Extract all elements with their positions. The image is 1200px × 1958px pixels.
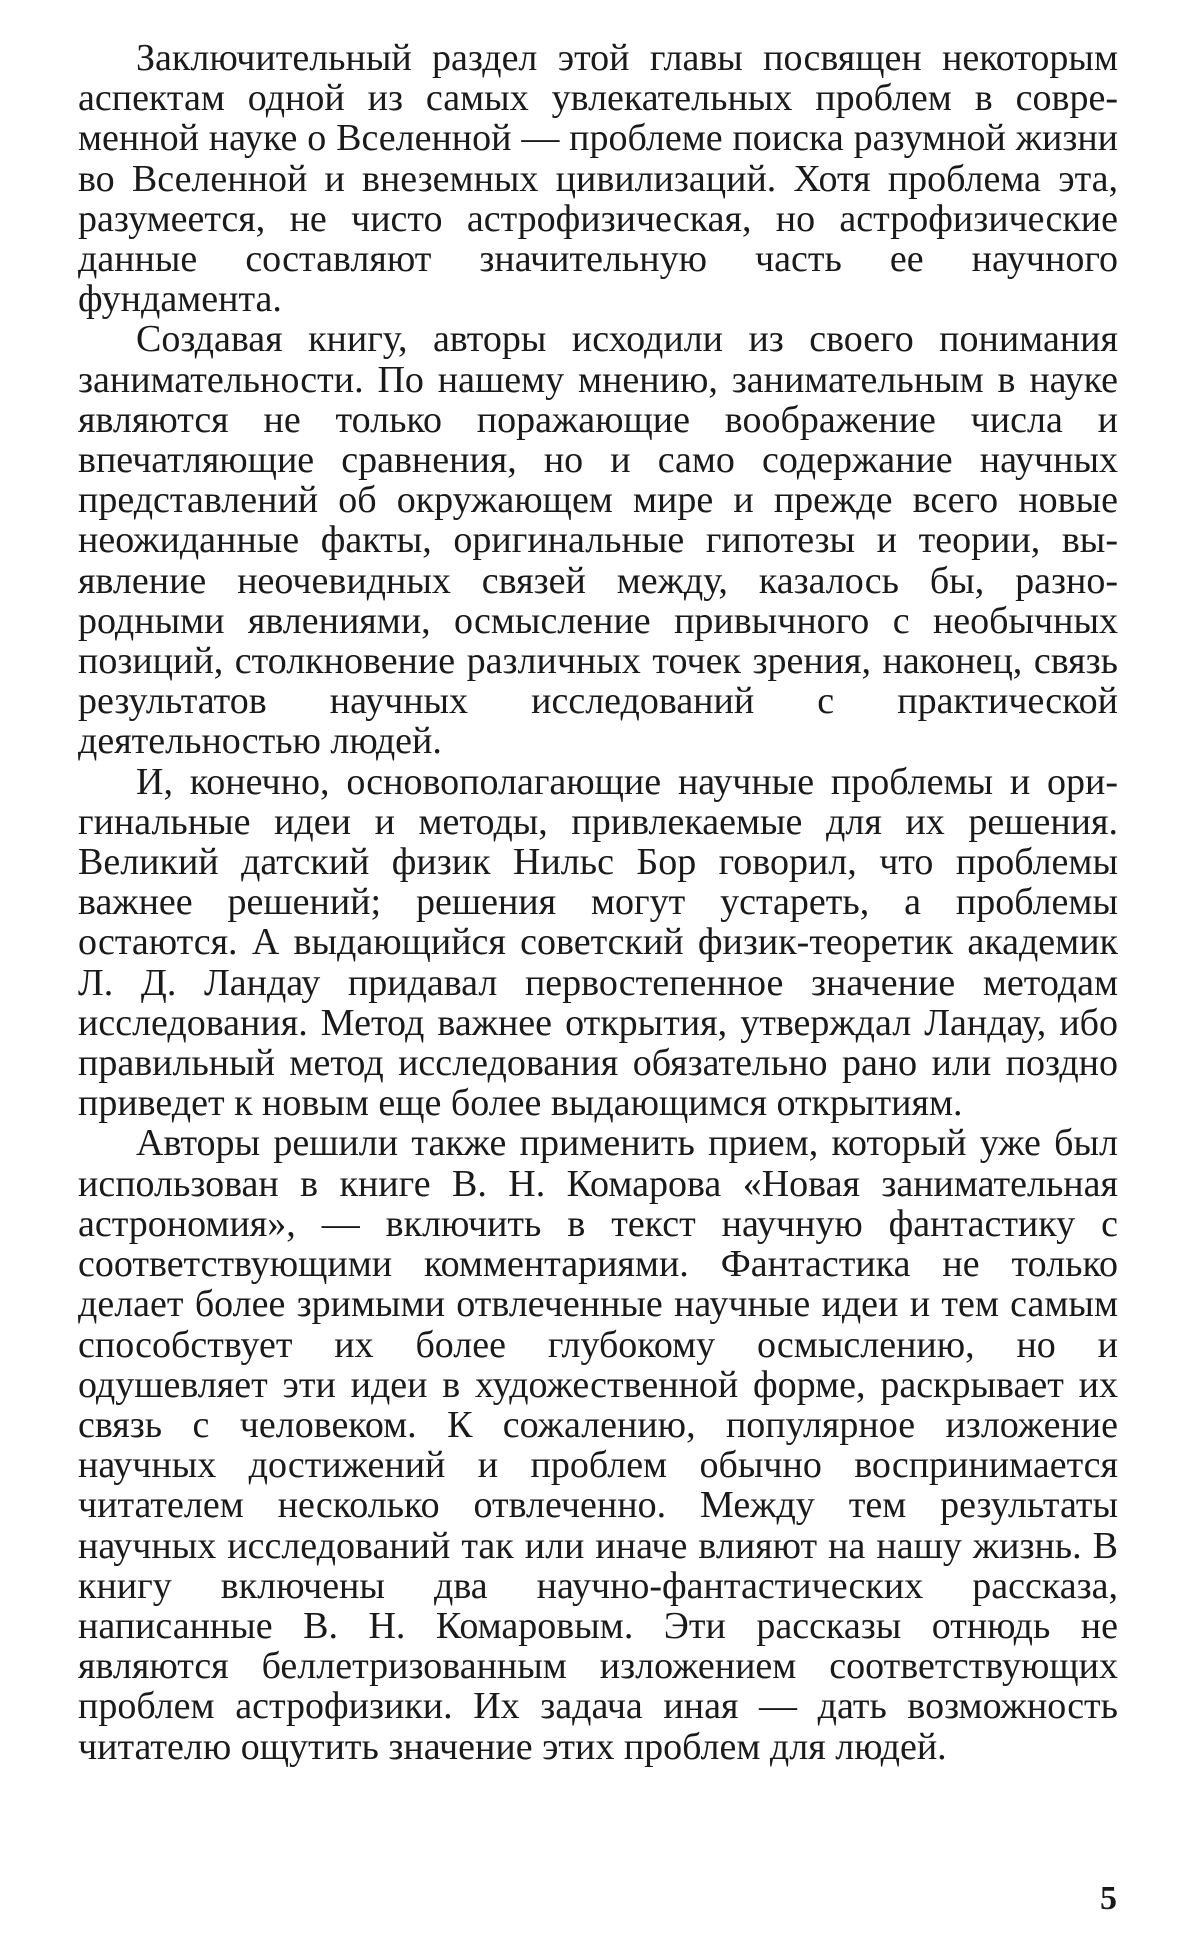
paragraph-3: И, конечно, основополагающие научные проблемы и оригинальные идеи и методы, привлекаемые для их решения. Великий датский физик Нильс Бор говорил, что проблемы важнее решений; решения могут устареть, а проблемы остаются. А выдающийся советский физик-теоретик академик Л. Д. Ландау придавал первостепенное значение методам исследования. Метод важнее открытия, утверждал Ландау, ибо правильный метод исследования обязательно рано или поздно приведет к новым еще более выдающимся открытиям. — [78, 760, 1118, 1125]
page-number: 5 — [1100, 1880, 1117, 1917]
paragraph-4: Авторы решили также применить прием, который уже был использован в книге В. Н. Комарова «Новая занимательная астрономия», — включить в текст научную фантастику с соответствующими комментариями. Фантастика не только делает более зримыми отвлеченные научные идеи и тем самым способствует их более глубокому осмыслению, но и одушевляет эти идеи в художественной форме, раскрывает их связь с человеком. К сожалению, популярное изложение научных достижений и проблем обычно воспринимается читателем несколько отвлеченно. Между тем результаты научных исследований так или иначе влияют на нашу жизнь. В книгу включены два научно-фантастических рассказа, написанные В. Н. Комаровым. Эти рассказы отнюдь не являются беллетризованным изложением соответствующих проблем астрофизики. Их задача иная — дать возможность читателю ощутить значение этих проблем для людей. — [78, 1122, 1118, 1768]
page-body — [78, 38, 1118, 1767]
paragraph-1: Заключительный раздел этой главы посвящен некоторым аспектам одной из самых увлекательных проблем в современной науке о Вселенной — проблеме поиска разумной жизни во Вселенной и внеземных цивилизаций. Хотя проблема эта, разумеется, не чисто астрофизическая, но астрофизические данные составляют значительную часть ее научного фундамента. — [78, 37, 1118, 321]
paragraph-2: Создавая книгу, авторы исходили из своего понимания занимательности. По нашему мнению, занимательным в науке являются не только поражающие воображение числа и впечатляющие сравнения, но и само содержание научных представлений об окружающем мире и прежде всего новые неожиданные факты, оригинальные гипотезы и теории, выявление неочевидных связей между, казалось бы, разнородными явлениями, осмысление привычного с необычных позиций, столкновение различных точек зрения, наконец, связь результатов научных исследований с практической деятельностью людей. — [78, 318, 1118, 763]
